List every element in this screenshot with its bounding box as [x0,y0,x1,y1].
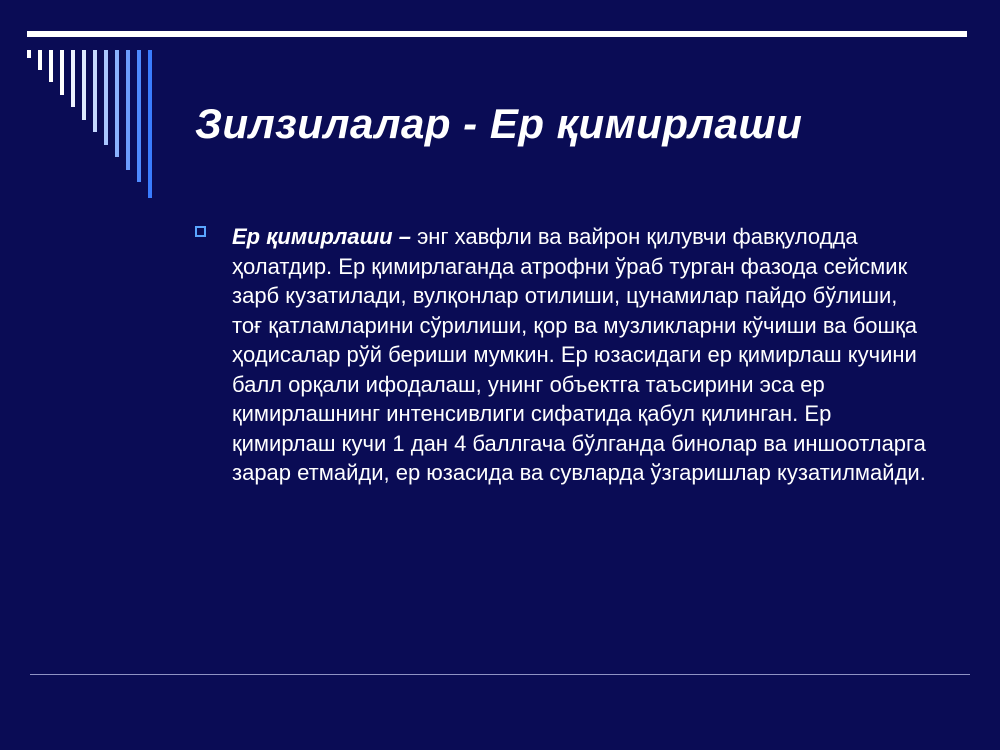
decorative-bar [93,50,97,132]
decorative-bar [115,50,119,157]
decorative-bar [38,50,42,70]
bottom-rule [30,674,970,675]
bullet-term: Ер қимирлаши – [232,224,411,249]
decorative-bar [49,50,53,82]
decorative-bar [148,50,152,198]
decorative-bar [60,50,64,95]
top-rule [27,31,967,37]
decorative-bar [27,50,31,58]
slide-title: Зилзилалар - Ер қимирлаши [195,100,803,147]
decorative-bar [82,50,86,120]
bullet-body: энг хавфли ва вайрон қилувчи фавқулодда ҳолатдир. Ер қимирлаганда атрофни ўраб турган фазода сейсмик зарб кузатилади, вулқонлар отилиши, цунамилар пайдо бўлиши, тоғ қатламларини сўрилиши, қор ва музликларни кўчиши ва бошқа ҳодисалар рўй бериши мумкин. Ер юзасидаги ер қимирлаш кучини балл орқали ифодалаш, унинг объектга таъсирини эса ер қимирлашнинг интенсивлиги сифатида қабул қилинган. Ер қимирлаш кучи 1 дан 4 баллгача бўлганда бинолар ва иншоотларга зарар етмайди, ер юзасида ва сувларда ўзгаришлар кузатилмайди. [232,224,926,485]
bullet-paragraph [232,222,932,488]
decorative-bars [27,50,167,210]
decorative-bar [104,50,108,145]
decorative-bar [71,50,75,107]
decorative-bar [126,50,130,170]
square-bullet-icon [195,226,206,237]
decorative-bar [137,50,141,182]
bullet-list [195,222,955,488]
